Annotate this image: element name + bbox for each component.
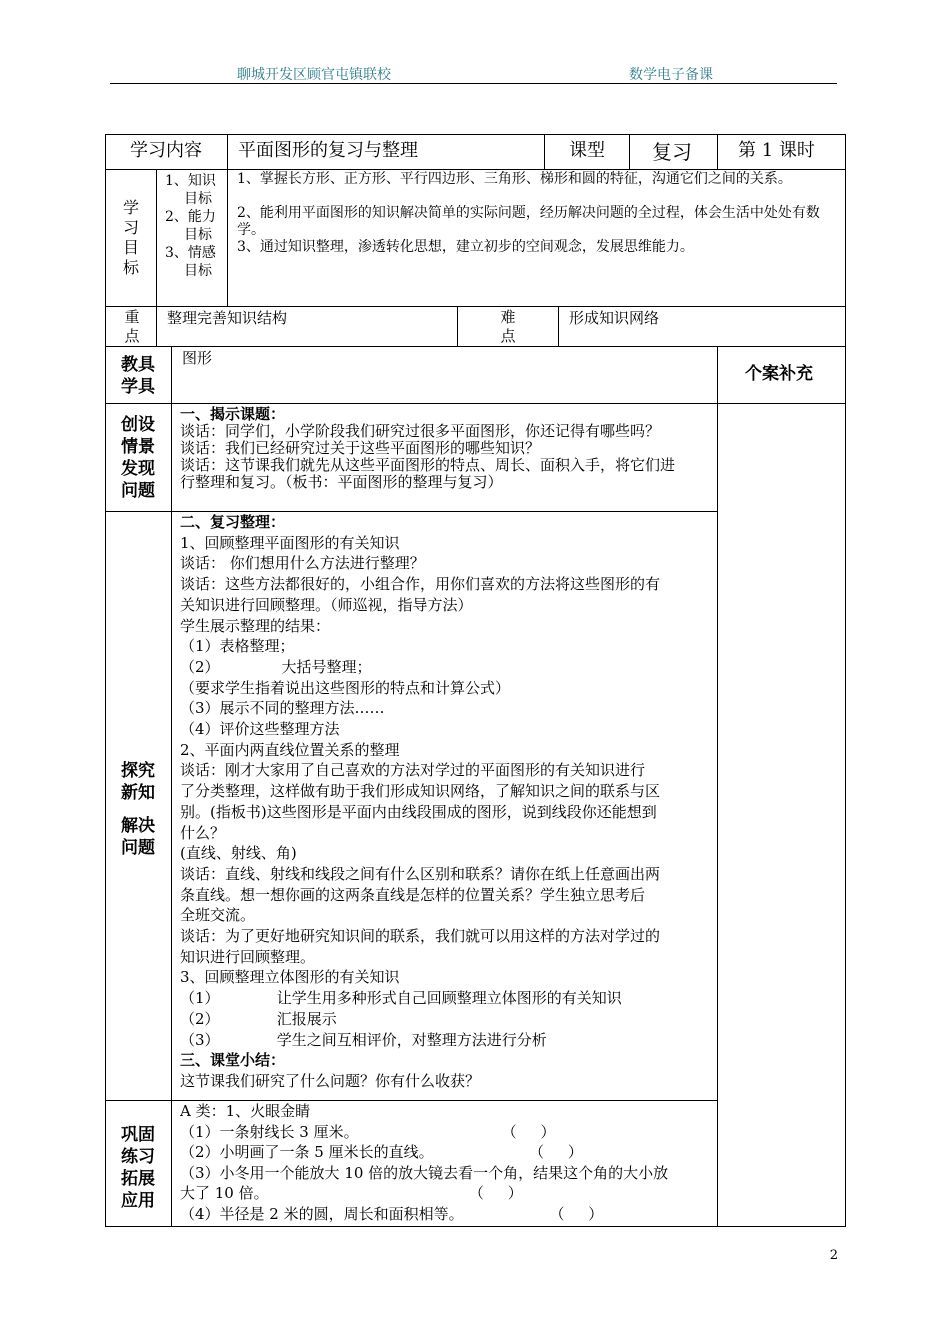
section3-line-1: A 类：1、火眼金睛	[180, 1102, 311, 1120]
section2-line-24: （1） 让学生用多种形式自己回顾整理立体图形的有关知识	[180, 989, 622, 1008]
diff-value-cell	[558, 306, 846, 347]
goal-sublabel-5: 3、情感	[165, 245, 216, 261]
section2-line-22: 知识进行回顾整理。	[180, 947, 316, 966]
section2-line-20: 全班交流。	[180, 906, 256, 925]
supplement-label-cell	[717, 346, 846, 404]
period: 第 1 课时	[738, 140, 815, 161]
section1-content-cell	[171, 403, 718, 512]
goal-item-3: 3、通过知识整理，渗透转化思想，建立初步的空间观念，发展思维能力。	[237, 239, 694, 255]
section2-line-15: 别。(指板书)这些图形是平面内由线段围成的图形，说到线段你还能想到	[180, 802, 657, 821]
school-name: 聊城开发区顾官屯镇联校	[237, 67, 391, 83]
tools-label: 教具学具	[121, 355, 155, 397]
section1-label: 创设情景发现问题	[121, 415, 155, 501]
section2-line-27: 三、课堂小结：	[180, 1051, 286, 1070]
section3-line-6: （4）半径是 2 米的圆，周长和面积相等。 （ ）	[180, 1204, 604, 1223]
section2-content-cell	[171, 511, 718, 1101]
section3-label-cell	[105, 1100, 172, 1227]
supplement-column	[717, 403, 846, 1227]
section2-line-2: 1、回顾整理平面图形的有关知识	[180, 533, 400, 552]
tools-label-cell	[105, 346, 172, 404]
header-rule	[110, 83, 837, 84]
goal-sublabel-1: 1、知识	[165, 173, 216, 189]
section2-line-21: 谈话：为了更好地研究知识间的联系，我们就可以用这样的方法对学过的	[180, 927, 661, 945]
section3-line-5: 大了 10 倍。 （ ）	[180, 1184, 523, 1202]
goals-label-cell	[105, 169, 157, 307]
section2-line-17: (直线、射线、角)	[180, 844, 297, 863]
section1-line-3: 谈话：我们已经研究过关于这些平面图形的哪些知识？	[180, 439, 541, 457]
section2-line-8: （2） 大括号整理；	[180, 657, 372, 676]
section1-line-5: 行整理和复习。（板书：平面图形的整理与复习）	[180, 473, 503, 491]
section2-line-5: 关知识进行回顾整理。（师巡视，指导方法）	[180, 595, 473, 614]
section3-label: 巩固练习拓展应用	[121, 1125, 155, 1211]
section2-line-26: （3） 学生之间互相评价，对整理方法进行分析	[180, 1030, 547, 1049]
goal-item-1: 1、掌握长方形、正方形、平行四边形、三角形、梯形和圆的特征，沟通它们之间的关系。	[237, 171, 792, 187]
type-label: 课型	[569, 140, 605, 161]
section2-line-13: 谈话：刚才大家用了自己喜欢的方法对学过的平面图形的有关知识进行	[180, 761, 646, 780]
tools-value-cell	[171, 346, 718, 404]
tools-value: 图形	[182, 349, 213, 367]
content-label-cell	[105, 134, 228, 170]
section2-line-18: 谈话：直线、射线和线段之间有什么区别和联系？请你在纸上任意画出两	[180, 864, 661, 883]
section3-content-cell	[171, 1100, 718, 1227]
section2-line-16: 什么？	[180, 823, 226, 842]
section1-line-4: 谈话：这节课我们就先从这些平面图形的特点、周长、面积入手，将它们进	[180, 456, 676, 474]
content-label: 学习内容	[130, 140, 202, 161]
supplement-label: 个案补充	[745, 364, 813, 384]
section2-line-14: 了分类整理，这样做有助于我们形成知识网络，了解知识之间的联系与区	[180, 782, 661, 801]
goals-content-cell	[227, 169, 846, 307]
key-value: 整理完善知识结构	[167, 309, 288, 327]
section2-line-10: （3）展示不同的整理方法……	[180, 699, 385, 718]
section2-line-28: 这节课我们研究了什么问题？你有什么收获？	[180, 1071, 481, 1090]
type-value: 复习	[652, 140, 692, 164]
key-label: 重点	[124, 308, 140, 345]
section1-line-1: 一、揭示课题：	[180, 405, 286, 423]
content-value-cell	[227, 134, 545, 170]
section3-line-2: （1）一条射线长 3 厘米。 （ ）	[180, 1122, 556, 1141]
page-number: 2	[829, 1248, 838, 1263]
type-label-cell	[544, 134, 630, 170]
section2-label-b: 解决问题	[121, 816, 155, 858]
goal-sublabel-6: 目标	[184, 263, 212, 279]
goal-sublabel-3: 2、能力	[165, 209, 216, 225]
diff-label: 难点	[500, 308, 516, 345]
section3-line-4: （3）小冬用一个能放大 10 倍的放大镜去看一个角，结果这个角的大小放	[180, 1163, 669, 1182]
section1-label-cell	[105, 403, 172, 512]
goals-sublabel-cell	[156, 169, 228, 307]
section3-line-3: （2）小明画了一条 5 厘米长的直线。 （ ）	[180, 1143, 583, 1161]
section2-line-19: 条直线。想一想你画的这两条直线是怎样的位置关系？学生独立思考后	[180, 885, 646, 904]
period-cell	[717, 134, 846, 170]
goal-sublabel-4: 目标	[184, 227, 212, 243]
section2-line-3: 谈话： 你们想用什么方法进行整理？	[180, 554, 425, 573]
section2-line-7: （1）表格整理；	[180, 637, 295, 656]
section2-line-6: 学生展示整理的结果：	[180, 616, 331, 635]
goals-label: 学习目标	[122, 198, 139, 277]
section2-line-25: （2） 汇报展示	[180, 1009, 337, 1028]
section2-line-11: （4）评价这些整理方法	[180, 720, 340, 738]
section2-line-4: 谈话：这些方法都很好的，小组合作，用你们喜欢的方法将这些图形的有	[180, 575, 661, 594]
section2-line-1: 二、复习整理：	[180, 513, 286, 531]
goal-sublabel-2: 目标	[184, 191, 212, 207]
section2-line-23: 3、回顾整理立体图形的有关知识	[180, 968, 400, 987]
doc-title: 数学电子备课	[629, 67, 713, 83]
content-value: 平面图形的复习与整理	[238, 140, 418, 161]
section2-line-9: （要求学生指着说出这些图形的特点和计算公式）	[180, 678, 511, 697]
section2-line-12: 2、平面内两直线位置关系的整理	[180, 740, 400, 759]
diff-value: 形成知识网络	[569, 309, 660, 327]
key-value-cell	[156, 306, 458, 347]
type-value-cell	[629, 134, 718, 170]
section2-label-a: 探究新知	[121, 761, 155, 803]
goal-item-2: 2、能利用平面图形的知识解决简单的实际问题，经历解决问题的全过程，体会生活中处处有数学。	[237, 205, 820, 238]
section1-line-2: 谈话：同学们，小学阶段我们研究过很多平面图形，你还记得有哪些吗？	[180, 422, 661, 440]
section2-label-cell	[105, 511, 172, 1101]
diff-label-cell	[457, 306, 559, 347]
key-label-cell	[105, 306, 157, 347]
